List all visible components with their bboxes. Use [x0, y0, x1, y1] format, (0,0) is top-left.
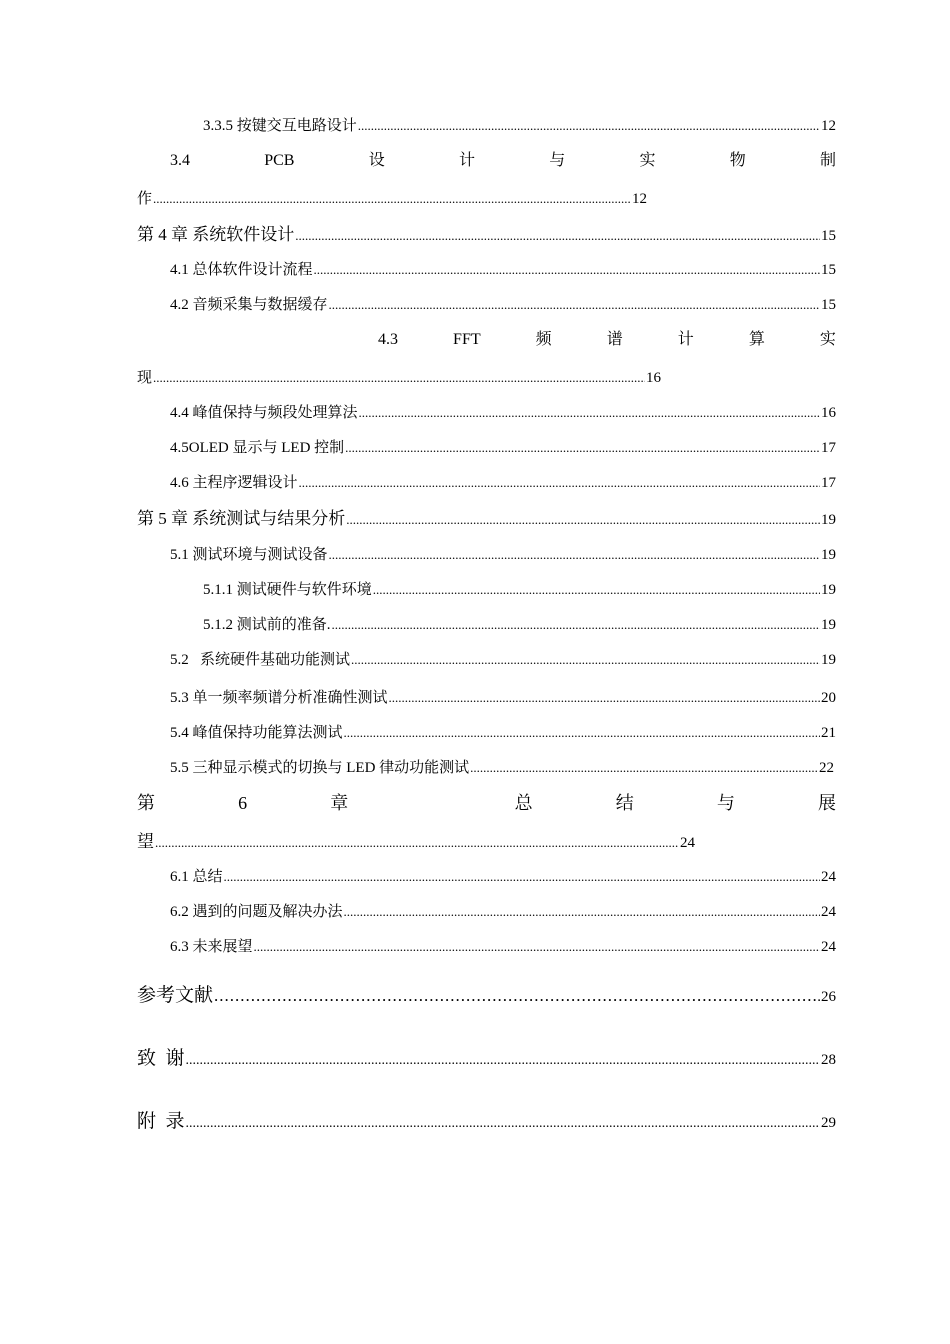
- toc-word: 与: [716, 793, 735, 813]
- toc-entry-label: 现: [137, 370, 153, 386]
- toc-entry-label: 第 4 章 系统软件设计: [137, 225, 295, 244]
- toc-page-number: 17: [821, 440, 836, 456]
- toc-entry-label: 5.2 系统硬件基础功能测试: [170, 652, 351, 668]
- toc-entry-label: 4.6 主程序逻辑设计: [170, 475, 298, 491]
- toc-entry-label: 4.4 峰值保持与频段处理算法: [170, 405, 358, 421]
- toc-page-number: 24: [680, 835, 695, 851]
- toc-entry-label: 6.1 总结: [170, 869, 223, 885]
- toc-page-number: 19: [821, 617, 836, 633]
- toc-entry-label: 4.5OLED 显示与 LED 控制: [170, 440, 345, 456]
- toc-entry-5-4[interactable]: [170, 723, 836, 743]
- toc-entry-5-3[interactable]: [170, 688, 836, 708]
- toc-page-number: 19: [821, 652, 836, 668]
- toc-entry-3-4-line2[interactable]: [137, 189, 647, 209]
- toc-leader-dots: [345, 438, 820, 458]
- toc-entry-5-2[interactable]: [170, 650, 836, 670]
- toc-entry-label: 致 谢: [137, 1048, 185, 1069]
- toc-word: 物: [729, 152, 746, 169]
- toc-leader-dots: [186, 1051, 820, 1071]
- toc-leader-dots: [153, 189, 631, 209]
- toc-word: 计: [458, 152, 475, 169]
- toc-entry-6-1[interactable]: [170, 867, 836, 887]
- toc-leader-dots: [351, 650, 820, 670]
- toc-leader-dots: [314, 260, 820, 280]
- toc-leader-dots: [329, 295, 820, 315]
- toc-entry-4-1[interactable]: [170, 260, 836, 280]
- toc-entry-label: 5.1.2 测试前的准备.: [203, 617, 331, 633]
- toc-word: 展: [817, 793, 836, 813]
- toc-word: 第: [137, 793, 155, 813]
- toc-entry-label: 参考文献: [137, 985, 214, 1006]
- toc-word: 实: [639, 152, 656, 169]
- toc-word: 4.3: [378, 331, 398, 348]
- toc-page-number: 17: [821, 475, 836, 491]
- toc-entry-label: 4.2 音频采集与数据缓存: [170, 297, 328, 313]
- toc-entry-5-5[interactable]: [170, 758, 834, 778]
- toc-word: 结: [615, 793, 634, 813]
- toc-word: FFT: [453, 331, 481, 348]
- toc-entry-label: 作: [137, 191, 153, 207]
- toc-page-number: 24: [821, 869, 836, 885]
- toc-entry-label: 第 5 章 系统测试与结果分析: [137, 509, 346, 528]
- toc-entry-label: 5.4 峰值保持功能算法测试: [170, 725, 343, 741]
- toc-leader-dots: [155, 833, 679, 853]
- toc-entry-label: 5.1.1 测试硬件与软件环境: [203, 582, 372, 598]
- toc-word: 算: [748, 331, 765, 348]
- toc-entry-6-2[interactable]: [170, 902, 836, 922]
- toc-entry-label: 3.3.5 按键交互电路设计: [203, 118, 357, 134]
- toc-leader-dots: [224, 867, 820, 887]
- toc-word: 实: [819, 331, 836, 348]
- toc-entry-label: 附 录: [137, 1111, 185, 1132]
- toc-entry-4-3-line2[interactable]: [137, 368, 661, 388]
- toc-word: 频: [535, 331, 552, 348]
- toc-page-number: 29: [821, 1115, 836, 1131]
- toc-page-number: 15: [821, 297, 836, 313]
- toc-leader-dots: [214, 986, 816, 1006]
- toc-word: 制: [819, 152, 836, 169]
- toc-entry-4-2[interactable]: [170, 295, 836, 315]
- toc-page-number: 28: [821, 1052, 836, 1068]
- toc-leader-dots: [254, 937, 820, 957]
- toc-word: 3.4: [170, 152, 190, 169]
- toc-entry-5-1-2[interactable]: [203, 615, 836, 635]
- toc-entry-label: 望: [137, 832, 154, 851]
- toc-entry-3-3-5[interactable]: [203, 116, 836, 136]
- toc-entry-4-3-line1[interactable]: [378, 330, 836, 350]
- toc-chapter-5[interactable]: [137, 509, 836, 530]
- toc-references[interactable]: [137, 986, 836, 1007]
- toc-page-number: 16: [821, 405, 836, 421]
- toc-leader-dots: [344, 723, 820, 743]
- toc-appendix[interactable]: [137, 1112, 836, 1134]
- toc-page-number: 19: [821, 512, 836, 528]
- toc-word: PCB: [264, 152, 295, 169]
- toc-leader-dots: [344, 902, 820, 922]
- toc-leader-dots: [153, 368, 645, 388]
- toc-acknowledgements[interactable]: [137, 1049, 836, 1071]
- toc-entry-4-6[interactable]: [170, 473, 836, 493]
- toc-leader-dots: [470, 758, 818, 778]
- toc-word: 计: [677, 331, 694, 348]
- toc-word: 设: [368, 152, 385, 169]
- toc-leader-dots: [332, 615, 820, 635]
- toc-page-number: 15: [821, 228, 836, 244]
- toc-leader-dots: [295, 226, 820, 246]
- toc-leader-dots: [346, 510, 820, 530]
- toc-word: 章: [330, 793, 349, 813]
- toc-page-number: 19: [821, 582, 836, 598]
- toc-leader-dots: [389, 688, 820, 708]
- toc-page-number: 19: [821, 547, 836, 563]
- toc-chapter-4[interactable]: [137, 225, 836, 246]
- toc-entry-label: 5.5 三种显示模式的切换与 LED 律动功能测试: [170, 760, 470, 776]
- toc-entry-label: 4.1 总体软件设计流程: [170, 262, 313, 278]
- toc-entry-label: 5.1 测试环境与测试设备: [170, 547, 328, 563]
- toc-page-number: 12: [632, 191, 647, 207]
- toc-page-number: .26: [817, 989, 836, 1005]
- toc-entry-label: 6.2 遇到的问题及解决办法: [170, 904, 343, 920]
- toc-entry-label: 5.3 单一频率频谱分析准确性测试: [170, 690, 388, 706]
- toc-page-number: 15: [821, 262, 836, 278]
- toc-word: 总: [514, 793, 533, 813]
- toc-page-number: 12: [821, 118, 836, 134]
- toc-page-number: 20: [821, 690, 836, 706]
- toc-leader-dots: [359, 403, 820, 423]
- toc-leader-dots: [186, 1114, 820, 1134]
- toc-entry-label: 6.3 未来展望: [170, 939, 253, 955]
- toc-chapter-6-line1[interactable]: [137, 793, 836, 813]
- toc-leader-dots: [373, 580, 820, 600]
- toc-entry-5-1[interactable]: [170, 545, 836, 565]
- toc-word: 与: [549, 152, 566, 169]
- toc-page-number: 16: [646, 370, 661, 386]
- toc-entry-6-3[interactable]: [170, 937, 836, 957]
- toc-entry-4-4[interactable]: [170, 403, 836, 423]
- toc-entry-5-1-1[interactable]: [203, 580, 836, 600]
- toc-word: 6: [238, 793, 248, 813]
- toc-word: 谱: [606, 331, 623, 348]
- toc-page-number: 24: [821, 939, 836, 955]
- toc-leader-dots: [329, 545, 820, 565]
- toc-page-number: 22: [819, 760, 834, 776]
- toc-chapter-6-line2[interactable]: [137, 832, 695, 853]
- toc-entry-3-4-line1[interactable]: [170, 151, 836, 171]
- toc-leader-dots: [358, 116, 820, 136]
- toc-leader-dots: [299, 473, 820, 493]
- toc-page-number: 24: [821, 904, 836, 920]
- toc-entry-4-5[interactable]: [170, 438, 836, 458]
- toc-page-number: 21: [821, 725, 836, 741]
